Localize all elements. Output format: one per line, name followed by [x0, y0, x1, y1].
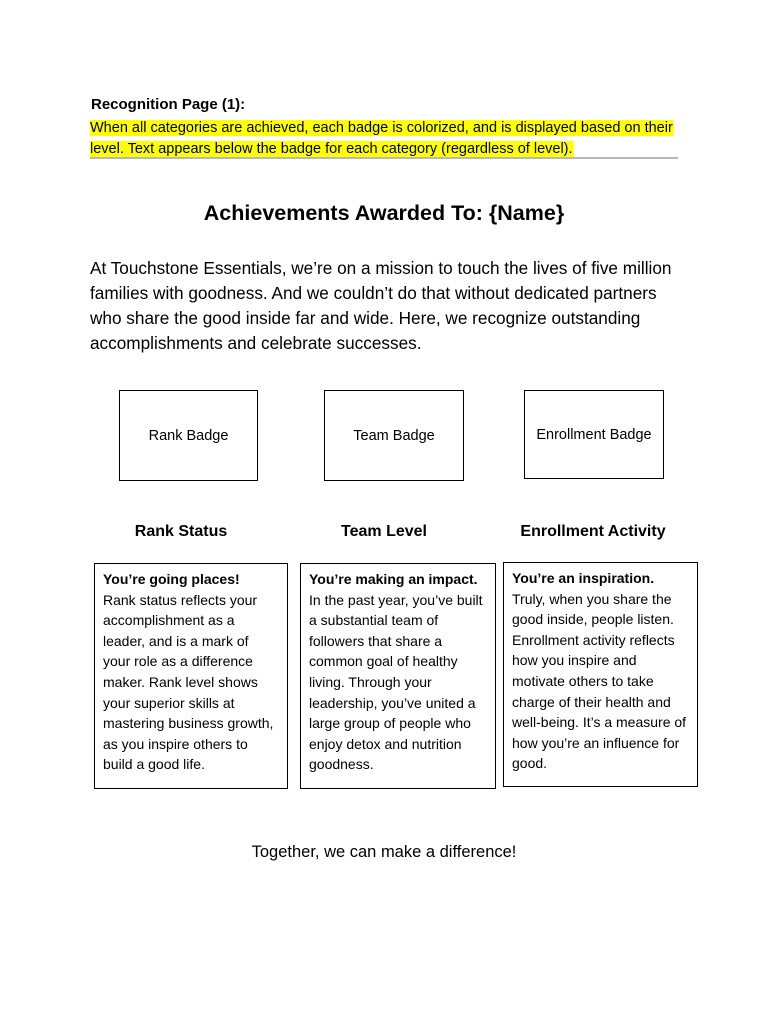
team-badge-label: Team Badge [353, 427, 435, 444]
enrollment-activity-title: Enrollment Activity [520, 523, 666, 540]
enrollment-badge-placeholder [524, 390, 664, 479]
rank-status-description [94, 563, 288, 789]
team-level-title: Team Level [341, 523, 427, 540]
rank-status-text: Rank status reflects your accomplishment as a leader, and is a mark of your role as a difference maker. Rank level shows your superior skills at mastering business growth, as you inspire others to build a good life. [103, 591, 274, 773]
note-body [90, 118, 680, 160]
enrollment-activity-text: Truly, when you share the good inside, people listen. Enrollment activity reflects how you inspire and motivate others to take charge of their health and well-being. It’s a measure of how you’re an influence for good. [512, 590, 687, 772]
rank-status-lead: You’re going places! [103, 571, 240, 587]
rank-badge-label: Rank Badge [148, 427, 229, 444]
team-level-lead: You’re making an impact. [309, 571, 478, 587]
closing-line: Together, we can make a difference! [251, 843, 517, 861]
note-highlight-text: When all categories are achieved, each badge is colorized, and is displayed based on their level. Text appears below the badge for each category (regardless of level). [90, 120, 673, 157]
enrollment-activity-lead: You’re an inspiration. [512, 570, 655, 586]
note-divider [90, 157, 678, 159]
team-badge-placeholder [324, 390, 464, 481]
enrollment-activity-description [503, 562, 698, 787]
team-level-description [300, 563, 496, 789]
note-title: Recognition Page (1): [91, 96, 246, 113]
intro-paragraph: At Touchstone Essentials, we’re on a mission to touch the lives of five million families with goodness. And we couldn’t do that without dedicated partners who share the good inside far and wide. Here, we recognize outstanding accomplishments and celebrate successes. [90, 258, 672, 353]
team-level-text: In the past year, you’ve built a substantial team of followers that share a common goal of healthy living. Through your leadership, you’ve united a large group of people who enjoy detox and nutrition goodness. [309, 591, 483, 773]
enrollment-badge-label: Enrollment Badge [536, 426, 652, 443]
rank-status-title: Rank Status [134, 523, 228, 540]
page-title: Achievements Awarded To: {Name} [203, 201, 565, 225]
rank-badge-placeholder [119, 390, 258, 481]
